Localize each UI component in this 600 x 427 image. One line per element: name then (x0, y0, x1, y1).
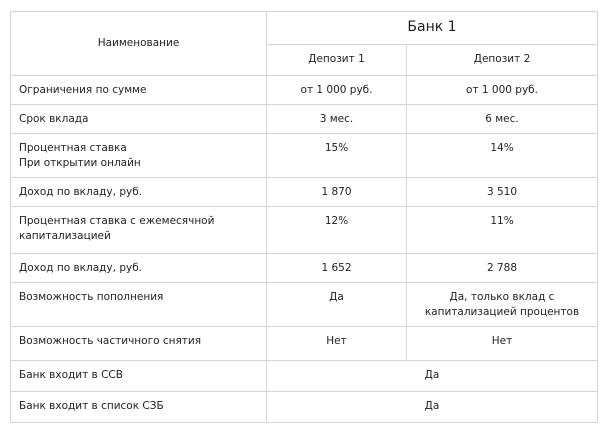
cell-deposit-1: Да (267, 283, 407, 327)
table-row (11, 283, 598, 327)
row-label: Возможность пополнения (11, 283, 267, 327)
deposit-comparison (10, 11, 597, 423)
row-label (11, 134, 267, 178)
cell-deposit-1: 12% (267, 207, 407, 254)
cell-deposit-2: 6 мес. (407, 105, 598, 134)
cell-merged: Да (267, 392, 598, 423)
cell-deposit-2: от 1 000 руб. (407, 76, 598, 105)
cell-deposit-2: 3 510 (407, 178, 598, 207)
table-row (11, 361, 598, 392)
cell-deposit-1: от 1 000 руб. (267, 76, 407, 105)
cell-deposit-2: 2 788 (407, 254, 598, 283)
cell-line: капитализацией процентов (424, 306, 580, 318)
cell-deposit-1: 1 870 (267, 178, 407, 207)
cell-deposit-2: 14% (407, 134, 598, 178)
header-deposit-1: Депозит 1 (267, 44, 407, 76)
row-label: Доход по вкладу, руб. (11, 254, 267, 283)
row-label: Банк входит в ССВ (11, 361, 267, 392)
table-row (11, 178, 598, 207)
row-label: Ограничения по сумме (11, 76, 267, 105)
cell-deposit-1: 15% (267, 134, 407, 178)
table-row (11, 392, 598, 423)
table-row (11, 105, 598, 134)
table-row (11, 207, 598, 254)
row-label: Возможность частичного снятия (11, 327, 267, 361)
table-row (11, 76, 598, 105)
header-bank: Банк 1 (267, 12, 598, 45)
row-label-line: Процентная ставка (19, 142, 127, 154)
cell-merged: Да (267, 361, 598, 392)
cell-deposit-1: 1 652 (267, 254, 407, 283)
row-label: Срок вклада (11, 105, 267, 134)
header-name: Наименование (11, 12, 267, 76)
cell-line: Да, только вклад с (449, 291, 555, 303)
row-label: Доход по вкладу, руб. (11, 178, 267, 207)
header-deposit-2: Депозит 2 (407, 44, 598, 76)
row-label: Банк входит в список СЗБ (11, 392, 267, 423)
row-label-line: При открытии онлайн (19, 157, 141, 169)
row-label-line: Процентная ставка с ежемесячной (19, 215, 215, 227)
table-row (11, 134, 598, 178)
cell-deposit-2: 11% (407, 207, 598, 254)
table-row (11, 327, 598, 361)
row-label-line: капитализацией (19, 230, 111, 242)
row-label (11, 207, 267, 254)
header-row-bank (11, 12, 598, 45)
table-row (11, 254, 598, 283)
cell-deposit-2: Нет (407, 327, 598, 361)
cell-deposit-2 (407, 283, 598, 327)
cell-deposit-1: 3 мес. (267, 105, 407, 134)
cell-deposit-1: Нет (267, 327, 407, 361)
comparison-table (10, 11, 598, 423)
